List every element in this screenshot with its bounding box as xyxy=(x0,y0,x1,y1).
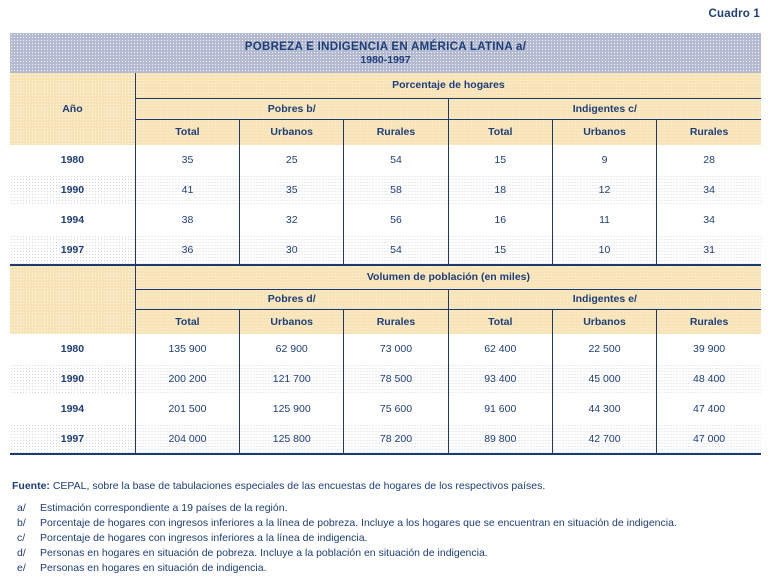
value-cell: 47 000 xyxy=(657,424,761,454)
year-column-header: Año xyxy=(10,73,135,145)
value-cell: 201 500 xyxy=(135,394,239,424)
value-cell: 15 xyxy=(448,145,552,175)
value-cell: 34 xyxy=(657,175,761,205)
value-cell: 39 900 xyxy=(657,334,761,364)
value-cell: 135 900 xyxy=(135,334,239,364)
value-cell: 32 xyxy=(240,205,344,235)
value-cell: 200 200 xyxy=(135,364,239,394)
col-header-total: Total xyxy=(448,309,552,334)
value-cell: 54 xyxy=(344,235,448,265)
value-cell: 91 600 xyxy=(448,394,552,424)
pobreza-indigencia-table xyxy=(10,73,761,455)
value-cell: 15 xyxy=(448,235,552,265)
value-cell: 41 xyxy=(135,175,239,205)
value-cell: 78 500 xyxy=(344,364,448,394)
footnote-d xyxy=(17,546,762,561)
source-text: CEPAL, sobre la base de tabulaciones especiales de las encuestas de hogares de los respectivos países. xyxy=(52,480,546,492)
value-cell: 35 xyxy=(240,175,344,205)
table-row xyxy=(10,424,761,454)
table-row xyxy=(10,334,761,364)
value-cell: 38 xyxy=(135,205,239,235)
group-header-pobres-vol: Pobres d/ xyxy=(135,289,448,309)
footnote-e xyxy=(17,561,762,576)
value-cell: 28 xyxy=(657,145,761,175)
col-header-rurales: Rurales xyxy=(344,119,448,145)
table-row xyxy=(10,364,761,394)
value-cell: 125 800 xyxy=(240,424,344,454)
year-cell: 1980 xyxy=(10,334,135,364)
col-header-urbanos: Urbanos xyxy=(240,119,344,145)
year-cell: 1994 xyxy=(10,394,135,424)
footnote-marker: c/ xyxy=(17,532,26,544)
value-cell: 31 xyxy=(657,235,761,265)
value-cell: 54 xyxy=(344,145,448,175)
value-cell: 22 500 xyxy=(552,334,656,364)
value-cell: 204 000 xyxy=(135,424,239,454)
value-cell: 11 xyxy=(552,205,656,235)
value-cell: 125 900 xyxy=(240,394,344,424)
table-subtitle-years: 1980-1997 xyxy=(360,53,411,66)
value-cell: 62 400 xyxy=(448,334,552,364)
value-cell: 34 xyxy=(657,205,761,235)
col-header-rurales: Rurales xyxy=(657,119,761,145)
value-cell: 58 xyxy=(344,175,448,205)
value-cell: 73 000 xyxy=(344,334,448,364)
table-row xyxy=(10,205,761,235)
section2-header: Volumen de población (en miles) xyxy=(135,265,761,289)
value-cell: 42 700 xyxy=(552,424,656,454)
statistical-table xyxy=(10,33,761,455)
col-header-rurales: Rurales xyxy=(344,309,448,334)
value-cell: 75 600 xyxy=(344,394,448,424)
value-cell: 62 900 xyxy=(240,334,344,364)
year-cell: 1994 xyxy=(10,205,135,235)
footnote-text: Estimación correspondiente a 19 países de la región. xyxy=(40,502,288,514)
value-cell: 93 400 xyxy=(448,364,552,394)
year-column-spacer xyxy=(10,265,135,334)
footnote-marker: b/ xyxy=(17,517,26,529)
value-cell: 48 400 xyxy=(657,364,761,394)
value-cell: 45 000 xyxy=(552,364,656,394)
year-cell: 1980 xyxy=(10,145,135,175)
footnote-marker: a/ xyxy=(17,502,26,514)
section1-header: Porcentaje de hogares xyxy=(135,73,761,98)
value-cell: 78 200 xyxy=(344,424,448,454)
table-title: POBREZA E INDIGENCIA EN AMÉRICA LATINA a/ xyxy=(244,40,527,53)
footnote-text: Personas en hogares en situación de indigencia. xyxy=(40,562,267,574)
col-header-urbanos: Urbanos xyxy=(552,119,656,145)
value-cell: 35 xyxy=(135,145,239,175)
value-cell: 121 700 xyxy=(240,364,344,394)
footnote-text: Porcentaje de hogares con ingresos inferiores a la línea de pobreza. Incluye a los hogares que se encuentran en situación de indigencia. xyxy=(40,517,677,529)
year-cell: 1997 xyxy=(10,235,135,265)
value-cell: 10 xyxy=(552,235,656,265)
value-cell: 47 400 xyxy=(657,394,761,424)
value-cell: 30 xyxy=(240,235,344,265)
year-cell: 1990 xyxy=(10,364,135,394)
col-header-total: Total xyxy=(135,309,239,334)
footnote-a xyxy=(17,501,762,516)
value-cell: 44 300 xyxy=(552,394,656,424)
value-cell: 89 800 xyxy=(448,424,552,454)
table-number-label: Cuadro 1 xyxy=(708,8,760,20)
footnote-text: Porcentaje de hogares con ingresos inferiores a la línea de indigencia. xyxy=(40,532,368,544)
table-row xyxy=(10,145,761,175)
table-row xyxy=(10,235,761,265)
footnote-marker: e/ xyxy=(17,562,26,574)
footnote-text: Personas en hogares en situación de pobreza. Incluye a la población en situación de indigencia. xyxy=(40,547,488,559)
value-cell: 36 xyxy=(135,235,239,265)
value-cell: 12 xyxy=(552,175,656,205)
value-cell: 56 xyxy=(344,205,448,235)
table-row xyxy=(10,394,761,424)
footnote-b xyxy=(17,516,762,531)
source-label: Fuente: xyxy=(12,480,50,492)
table-footnotes xyxy=(12,479,762,576)
group-header-pobres-pct: Pobres b/ xyxy=(135,98,448,119)
col-header-urbanos: Urbanos xyxy=(240,309,344,334)
year-cell: 1997 xyxy=(10,424,135,454)
col-header-total: Total xyxy=(135,119,239,145)
year-cell: 1990 xyxy=(10,175,135,205)
footnote-marker: d/ xyxy=(17,547,26,559)
col-header-urbanos: Urbanos xyxy=(552,309,656,334)
col-header-rurales: Rurales xyxy=(657,309,761,334)
value-cell: 16 xyxy=(448,205,552,235)
source-note xyxy=(12,479,762,494)
table-title-band xyxy=(10,33,761,73)
group-header-indigentes-pct: Indigentes c/ xyxy=(448,98,761,119)
footnote-c xyxy=(17,531,762,546)
value-cell: 18 xyxy=(448,175,552,205)
value-cell: 25 xyxy=(240,145,344,175)
value-cell: 9 xyxy=(552,145,656,175)
group-header-indigentes-vol: Indigentes e/ xyxy=(448,289,761,309)
table-row xyxy=(10,175,761,205)
col-header-total: Total xyxy=(448,119,552,145)
